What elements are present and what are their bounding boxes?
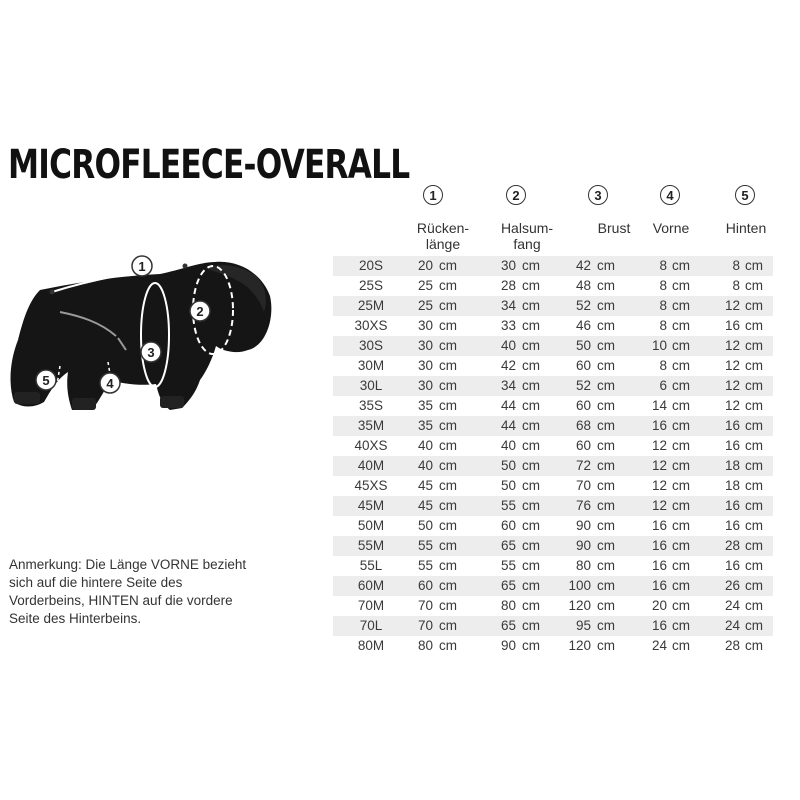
unit-cell: cm: [522, 558, 540, 573]
size-cell: 30XS: [354, 318, 388, 333]
unit-cell: cm: [597, 458, 615, 473]
unit-cell: cm: [597, 438, 615, 453]
unit-cell: cm: [522, 318, 540, 333]
unit-cell: cm: [597, 338, 615, 353]
value-cell: 16: [724, 498, 740, 513]
unit-cell: cm: [439, 438, 457, 453]
unit-cell: cm: [745, 418, 763, 433]
unit-cell: cm: [745, 318, 763, 333]
value-cell: 50: [417, 518, 433, 533]
header-label-2: [501, 220, 553, 252]
header-number-5: 5: [735, 185, 755, 205]
value-cell: 16: [651, 558, 667, 573]
value-cell: 70: [417, 618, 433, 633]
marker-3: [141, 342, 161, 362]
header-number-4: 4: [660, 185, 680, 205]
marker-1-label: 1: [138, 259, 146, 274]
value-cell: 12: [724, 378, 740, 393]
unit-cell: cm: [522, 598, 540, 613]
unit-cell: cm: [522, 438, 540, 453]
size-cell: 55M: [357, 538, 385, 553]
unit-cell: cm: [672, 298, 690, 313]
unit-cell: cm: [439, 618, 457, 633]
unit-cell: cm: [672, 278, 690, 293]
unit-cell: cm: [745, 378, 763, 393]
value-cell: 44: [500, 398, 516, 413]
table-row: [333, 296, 773, 316]
unit-cell: cm: [745, 298, 763, 313]
value-cell: 90: [500, 638, 516, 653]
value-cell: 12: [651, 498, 667, 513]
size-cell: 25M: [357, 298, 385, 313]
header-number-1: 1: [423, 185, 443, 205]
value-cell: 35: [417, 418, 433, 433]
unit-cell: cm: [745, 518, 763, 533]
unit-cell: cm: [745, 618, 763, 633]
marker-5-label: 5: [42, 373, 50, 388]
header-label-2-line2: fang: [513, 236, 541, 252]
unit-cell: cm: [745, 638, 763, 653]
unit-cell: cm: [439, 418, 457, 433]
value-cell: 24: [724, 598, 740, 613]
unit-cell: cm: [522, 358, 540, 373]
value-cell: 12: [724, 338, 740, 353]
size-cell: 20S: [358, 258, 384, 273]
value-cell: 12: [651, 458, 667, 473]
unit-cell: cm: [597, 298, 615, 313]
unit-cell: cm: [745, 538, 763, 553]
unit-cell: cm: [439, 578, 457, 593]
marker-4-label: 4: [106, 376, 114, 391]
table-row: [333, 596, 773, 616]
table-row: [333, 276, 773, 296]
value-cell: 60: [500, 518, 516, 533]
header-label-3: [598, 220, 631, 236]
unit-cell: cm: [745, 458, 763, 473]
unit-cell: cm: [522, 578, 540, 593]
unit-cell: cm: [439, 478, 457, 493]
unit-cell: cm: [439, 458, 457, 473]
value-cell: 120: [568, 598, 591, 613]
unit-cell: cm: [439, 258, 457, 273]
value-cell: 72: [575, 458, 591, 473]
value-cell: 16: [651, 518, 667, 533]
unit-cell: cm: [522, 478, 540, 493]
value-cell: 100: [568, 578, 591, 593]
value-cell: 30: [417, 338, 433, 353]
value-cell: 68: [575, 418, 591, 433]
value-cell: 55: [500, 558, 516, 573]
value-cell: 48: [575, 278, 591, 293]
unit-cell: cm: [745, 358, 763, 373]
value-cell: 33: [500, 318, 516, 333]
value-cell: 55: [417, 558, 433, 573]
unit-cell: cm: [522, 638, 540, 653]
value-cell: 40: [417, 438, 433, 453]
unit-cell: cm: [522, 498, 540, 513]
header-number-3: 3: [588, 185, 608, 205]
unit-cell: cm: [597, 358, 615, 373]
value-cell: 40: [500, 438, 516, 453]
table-row: [333, 356, 773, 376]
unit-cell: cm: [672, 638, 690, 653]
size-cell: 55L: [359, 558, 383, 573]
value-cell: 12: [651, 438, 667, 453]
unit-cell: cm: [522, 618, 540, 633]
unit-cell: cm: [597, 278, 615, 293]
unit-cell: cm: [522, 398, 540, 413]
value-cell: 60: [575, 358, 591, 373]
value-cell: 55: [500, 498, 516, 513]
value-cell: 80: [575, 558, 591, 573]
unit-cell: cm: [439, 598, 457, 613]
unit-cell: cm: [672, 418, 690, 433]
unit-cell: cm: [672, 338, 690, 353]
value-cell: 18: [724, 478, 740, 493]
unit-cell: cm: [745, 278, 763, 293]
size-cell: 45XS: [354, 478, 388, 493]
unit-cell: cm: [439, 398, 457, 413]
header-label-4-line1: Vorne: [652, 220, 690, 236]
unit-cell: cm: [597, 638, 615, 653]
measurement-note: Anmerkung: Die Länge VORNE bezieht sich auf die hintere Seite des Vorderbeins, HINTEN auf die vordere Seite des Hinterbeins.: [9, 556, 247, 626]
unit-cell: cm: [745, 258, 763, 273]
value-cell: 40: [417, 458, 433, 473]
unit-cell: cm: [439, 498, 457, 513]
overall-illustration: [0, 245, 290, 425]
value-cell: 8: [659, 258, 667, 273]
value-cell: 25: [417, 298, 433, 313]
unit-cell: cm: [597, 398, 615, 413]
value-cell: 8: [659, 358, 667, 373]
value-cell: 30: [417, 318, 433, 333]
value-cell: 28: [724, 638, 740, 653]
size-cell: 70M: [357, 598, 385, 613]
unit-cell: cm: [672, 598, 690, 613]
unit-cell: cm: [522, 538, 540, 553]
value-cell: 70: [575, 478, 591, 493]
value-cell: 12: [724, 358, 740, 373]
value-cell: 8: [659, 278, 667, 293]
table-row: [333, 256, 773, 276]
value-cell: 50: [500, 478, 516, 493]
header-label-5-line1: Hinten: [725, 220, 767, 236]
size-cell: 80M: [357, 638, 385, 653]
value-cell: 45: [417, 478, 433, 493]
unit-cell: cm: [597, 558, 615, 573]
unit-cell: cm: [672, 318, 690, 333]
value-cell: 30: [500, 258, 516, 273]
value-cell: 16: [724, 438, 740, 453]
value-cell: 34: [500, 378, 516, 393]
size-cell: 30M: [357, 358, 385, 373]
value-cell: 65: [500, 538, 516, 553]
unit-cell: cm: [597, 538, 615, 553]
unit-cell: cm: [597, 598, 615, 613]
unit-cell: cm: [522, 278, 540, 293]
value-cell: 8: [732, 278, 740, 293]
unit-cell: cm: [522, 458, 540, 473]
header-label-1-line2: länge: [425, 236, 461, 252]
unit-cell: cm: [597, 578, 615, 593]
unit-cell: cm: [439, 358, 457, 373]
header-label-3-line1: Brust: [597, 220, 631, 236]
value-cell: 28: [500, 278, 516, 293]
unit-cell: cm: [439, 518, 457, 533]
marker-2: [190, 301, 210, 321]
unit-cell: cm: [439, 318, 457, 333]
unit-cell: cm: [745, 498, 763, 513]
value-cell: 10: [651, 338, 667, 353]
size-cell: 45M: [357, 498, 385, 513]
size-cell: 60M: [357, 578, 385, 593]
unit-cell: cm: [745, 558, 763, 573]
table-row: [333, 636, 773, 656]
unit-cell: cm: [745, 338, 763, 353]
value-cell: 25: [417, 278, 433, 293]
header-label-2-line1: Halsum-: [500, 220, 554, 236]
value-cell: 52: [575, 298, 591, 313]
table-row: [333, 316, 773, 336]
value-cell: 90: [575, 538, 591, 553]
table-row: [333, 336, 773, 356]
value-cell: 12: [651, 478, 667, 493]
value-cell: 50: [575, 338, 591, 353]
value-cell: 28: [724, 538, 740, 553]
value-cell: 70: [417, 598, 433, 613]
value-cell: 16: [651, 618, 667, 633]
table-row: [333, 516, 773, 536]
header-label-4: [653, 220, 690, 236]
unit-cell: cm: [745, 398, 763, 413]
unit-cell: cm: [597, 378, 615, 393]
marker-3-label: 3: [147, 345, 155, 360]
unit-cell: cm: [439, 378, 457, 393]
unit-cell: cm: [597, 498, 615, 513]
unit-cell: cm: [597, 418, 615, 433]
value-cell: 45: [417, 498, 433, 513]
unit-cell: cm: [597, 258, 615, 273]
value-cell: 90: [575, 518, 591, 533]
header-label-1: [417, 220, 469, 252]
value-cell: 42: [500, 358, 516, 373]
value-cell: 76: [575, 498, 591, 513]
unit-cell: cm: [597, 518, 615, 533]
unit-cell: cm: [522, 258, 540, 273]
size-cell: 50M: [357, 518, 385, 533]
unit-cell: cm: [672, 378, 690, 393]
unit-cell: cm: [522, 338, 540, 353]
unit-cell: cm: [745, 478, 763, 493]
table-row: [333, 416, 773, 436]
table-row: [333, 496, 773, 516]
table-row: [333, 456, 773, 476]
unit-cell: cm: [672, 258, 690, 273]
value-cell: 60: [575, 438, 591, 453]
value-cell: 16: [651, 578, 667, 593]
value-cell: 24: [651, 638, 667, 653]
unit-cell: cm: [672, 578, 690, 593]
value-cell: 55: [417, 538, 433, 553]
table-row: [333, 396, 773, 416]
marker-2-label: 2: [196, 304, 204, 319]
unit-cell: cm: [672, 438, 690, 453]
value-cell: 30: [417, 358, 433, 373]
unit-cell: cm: [745, 598, 763, 613]
unit-cell: cm: [672, 498, 690, 513]
value-cell: 20: [651, 598, 667, 613]
size-table: [333, 256, 773, 656]
size-cell: 30L: [359, 378, 383, 393]
header-label-1-line1: Rücken-: [416, 220, 470, 236]
table-row: [333, 376, 773, 396]
value-cell: 18: [724, 458, 740, 473]
marker-4: [100, 373, 120, 393]
table-row: [333, 436, 773, 456]
value-cell: 14: [651, 398, 667, 413]
unit-cell: cm: [597, 478, 615, 493]
value-cell: 16: [724, 558, 740, 573]
value-cell: 34: [500, 298, 516, 313]
value-cell: 35: [417, 398, 433, 413]
value-cell: 16: [651, 538, 667, 553]
unit-cell: cm: [597, 318, 615, 333]
value-cell: 65: [500, 618, 516, 633]
size-cell: 30S: [358, 338, 384, 353]
value-cell: 12: [724, 298, 740, 313]
unit-cell: cm: [522, 298, 540, 313]
unit-cell: cm: [439, 638, 457, 653]
value-cell: 95: [575, 618, 591, 633]
table-row: [333, 576, 773, 596]
size-cell: 35S: [358, 398, 384, 413]
unit-cell: cm: [745, 578, 763, 593]
unit-cell: cm: [672, 398, 690, 413]
unit-cell: cm: [672, 538, 690, 553]
value-cell: 30: [417, 378, 433, 393]
unit-cell: cm: [672, 618, 690, 633]
marker-5: [36, 370, 56, 390]
value-cell: 42: [575, 258, 591, 273]
size-cell: 35M: [357, 418, 385, 433]
page-title: MICROFLEECE-OVERALL: [8, 142, 410, 188]
value-cell: 6: [659, 378, 667, 393]
value-cell: 8: [659, 318, 667, 333]
value-cell: 20: [417, 258, 433, 273]
value-cell: 24: [724, 618, 740, 633]
size-cell: 40M: [357, 458, 385, 473]
size-cell: 25S: [358, 278, 384, 293]
unit-cell: cm: [672, 358, 690, 373]
unit-cell: cm: [439, 558, 457, 573]
value-cell: 44: [500, 418, 516, 433]
value-cell: 60: [417, 578, 433, 593]
value-cell: 16: [724, 418, 740, 433]
value-cell: 46: [575, 318, 591, 333]
value-cell: 65: [500, 578, 516, 593]
value-cell: 8: [659, 298, 667, 313]
size-cell: 70L: [359, 618, 383, 633]
value-cell: 120: [568, 638, 591, 653]
table-row: [333, 556, 773, 576]
value-cell: 26: [724, 578, 740, 593]
unit-cell: cm: [439, 278, 457, 293]
value-cell: 60: [575, 398, 591, 413]
unit-cell: cm: [672, 518, 690, 533]
unit-cell: cm: [672, 558, 690, 573]
table-row: [333, 616, 773, 636]
unit-cell: cm: [745, 438, 763, 453]
unit-cell: cm: [439, 538, 457, 553]
unit-cell: cm: [439, 338, 457, 353]
value-cell: 8: [732, 258, 740, 273]
value-cell: 50: [500, 458, 516, 473]
value-cell: 16: [724, 318, 740, 333]
value-cell: 12: [724, 398, 740, 413]
unit-cell: cm: [672, 458, 690, 473]
header-number-2: 2: [506, 185, 526, 205]
unit-cell: cm: [522, 518, 540, 533]
unit-cell: cm: [672, 478, 690, 493]
unit-cell: cm: [522, 418, 540, 433]
value-cell: 40: [500, 338, 516, 353]
unit-cell: cm: [439, 298, 457, 313]
value-cell: 16: [724, 518, 740, 533]
value-cell: 52: [575, 378, 591, 393]
value-cell: 16: [651, 418, 667, 433]
marker-1: [132, 256, 152, 276]
unit-cell: cm: [522, 378, 540, 393]
size-cell: 40XS: [354, 438, 388, 453]
header-label-5: [726, 220, 766, 236]
unit-cell: cm: [597, 618, 615, 633]
value-cell: 80: [417, 638, 433, 653]
table-row: [333, 536, 773, 556]
table-row: [333, 476, 773, 496]
value-cell: 80: [500, 598, 516, 613]
